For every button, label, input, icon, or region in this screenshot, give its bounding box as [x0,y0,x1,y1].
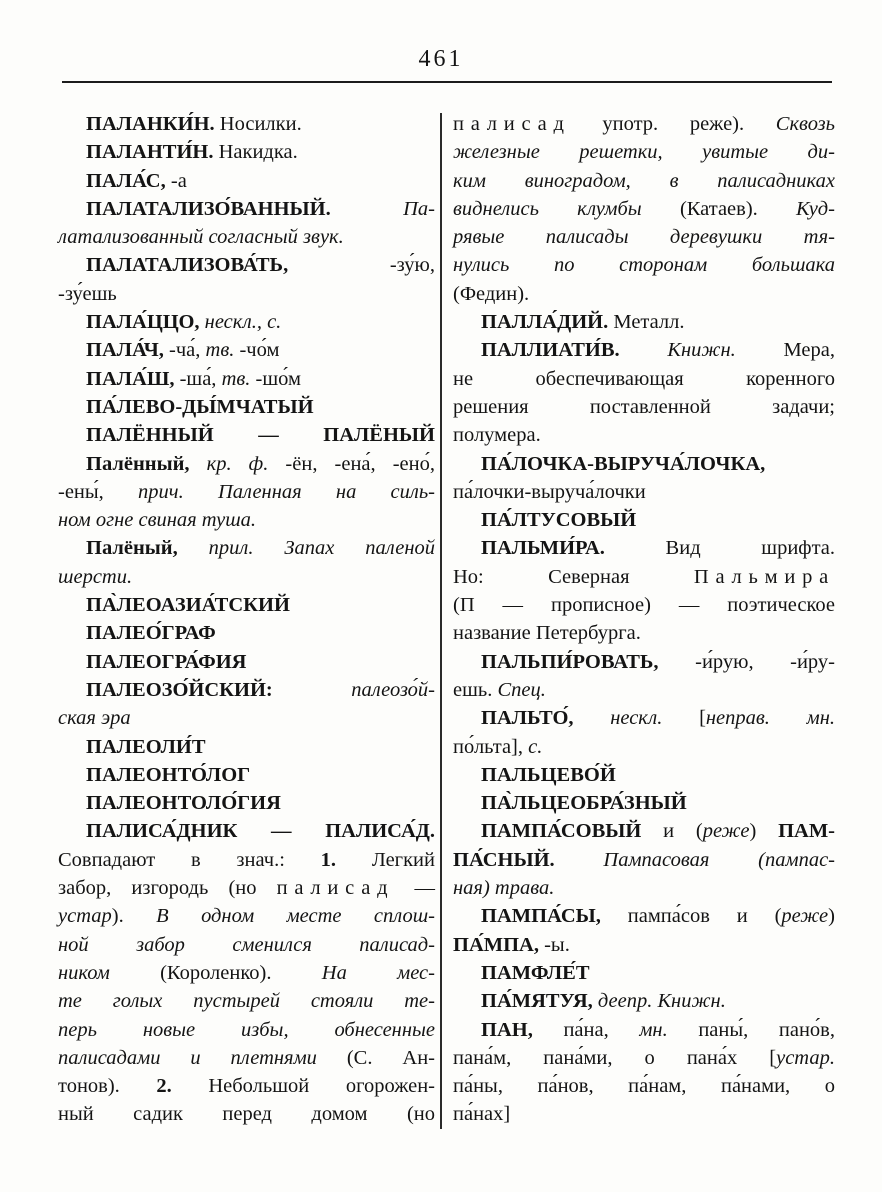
text-line [58,563,435,591]
text-line [453,280,835,308]
italic-text: ская эра [58,707,131,730]
page-number: 461 [418,46,464,72]
headword-text: ПАЛАНТИ́Н. [86,141,214,164]
italic-text: Куд- [796,197,835,220]
headword-text: ПАЛЕОНТО́ЛОГ [86,763,251,786]
headword-text: ПА̀ЛЕОАЗИА́ТСКИЙ [86,594,290,617]
text-line [58,1072,435,1100]
italic-text: прич. Паленная на силь- [138,480,436,503]
text-line [58,450,435,478]
headword-text: ПАЛАНКИ́Н. [86,113,215,135]
text-line [58,817,435,845]
text-line [453,1016,835,1044]
text-line [58,959,435,987]
text-line [453,1044,835,1072]
text-line [58,534,435,562]
headword-text: ПАЛЬТО́, [481,707,574,730]
text-line [58,789,435,817]
italic-text: те голых пустырей стояли те- [58,990,435,1013]
text-line [453,846,835,874]
italic-text: мн. [639,1018,668,1041]
text-line [453,223,835,251]
text-line [58,336,435,364]
italic-text: шерсти. [58,565,133,588]
text-line [453,931,835,959]
regular-text: -чо́м [234,339,280,362]
text-line [58,421,435,449]
text-line [453,534,835,562]
italic-text: Спец. [497,678,546,701]
text-line [58,195,435,223]
text-line [453,761,835,789]
text-line [453,1072,835,1100]
headword-text: ПАЛЕОГРА́ФИЯ [86,650,247,673]
headword-text: ПАЛЁННЫЙ — ПАЛЁНЫЙ [86,424,435,447]
regular-text: (Федин). [453,282,530,305]
headword-text: ПАЛЛА́ДИЙ. [481,311,609,334]
text-line [58,167,435,195]
regular-text: — [394,877,435,900]
headword-text: ПАМПА́СОВЫЙ [481,820,642,843]
italic-text: В одном месте сплош- [156,905,435,928]
text-line [453,789,835,817]
headword-text: ПАЛА́ЦЦО, [86,311,200,334]
text-line [58,733,435,761]
text-line [58,223,435,251]
regular-text: -ы. [538,933,570,956]
italic-text: нескл. [573,707,663,730]
column-divider [440,113,442,1129]
text-line [58,280,435,308]
italic-text: неправ. мн. [705,707,835,730]
text-line [58,478,435,506]
regular-text: Совпадают в знач.: [58,848,321,871]
headword-text: ПАЛИСА́ДНИК — ПАЛИСА́Д. [86,820,435,843]
text-line [58,761,435,789]
italic-text: ким виноградом, в палисадниках [453,169,835,192]
text-line [58,1044,435,1072]
text-line [58,846,435,874]
text-line [453,110,835,138]
regular-text: ный садик перед домом (но [58,1103,435,1126]
headword-text: ПА́ЛТУСОВЫЙ [481,509,637,532]
text-line [453,563,835,591]
headword-text: ПАЛЕОЗО́ЙСКИЙ: [86,678,273,701]
text-line [58,676,435,704]
italic-text: устар. [776,1046,835,1069]
italic-text: На мес- [321,961,435,984]
regular-text: -ша́, [174,367,222,390]
regular-text: -ён, -ена́, -ено́, [268,452,435,475]
italic-text: виднелись клумбы [453,197,642,220]
regular-text: па́ны, па́нов, па́нам, па́нами, о [453,1075,835,1098]
regular-text: -ча́, [163,339,206,362]
regular-text: па́нах] [453,1103,511,1126]
text-line [453,817,835,845]
regular-text: название Петербурга. [453,622,641,645]
headword-text: ПАН, [481,1018,533,1041]
regular-text: паны́, пано́в, [667,1018,835,1041]
headword-text: Палёный, [86,537,178,560]
text-line [58,874,435,902]
headword-text: ПА́ЛОЧКА-ВЫРУЧА́ЛОЧКА, [481,452,766,475]
text-line [453,648,835,676]
headword-text: ПА́СНЫЙ. [453,848,555,871]
letterspaced-text: Пальмира [693,565,835,588]
regular-text: ) [749,820,779,843]
text-line [58,704,435,732]
text-line [453,308,835,336]
regular-text: Небольшой огорожен- [171,1075,435,1098]
text-line [58,110,435,138]
text-line [58,506,435,534]
regular-text: Легкий [336,848,435,871]
text-line [58,619,435,647]
headword-text: 2. [156,1075,172,1098]
text-line [453,251,835,279]
text-line [58,1016,435,1044]
regular-text: (Короленко). [109,961,322,984]
headword-text: ПАЛЕОНТОЛО́ГИЯ [86,792,281,815]
italic-text: рявые палисады деревушки тя- [453,226,835,249]
regular-text: Носилки. [214,113,302,135]
right-column [453,110,835,1129]
text-line [58,251,435,279]
text-line [453,450,835,478]
headword-text: ПАЛЕО́ГРАФ [86,622,216,645]
headword-text: ПАЛЬМИ́РА. [481,537,605,560]
regular-text: -и́рую, -и́ру- [658,650,835,673]
headword-text: ПАЛЕОЛИ́Т [86,735,206,758]
regular-text: -а [165,169,187,192]
italic-text: Пампасовая (пампас- [554,848,835,871]
headword-text: ПАМФЛЕ́Т [481,961,590,984]
text-line [453,195,835,223]
italic-text: Сквозь [775,113,835,135]
text-line [453,365,835,393]
header-rule [62,81,832,83]
text-line [453,591,835,619]
italic-text: реже [702,820,750,843]
italic-text: ной забор сменился палисад- [58,933,435,956]
headword-text: ПА́МЯТУЯ, [481,990,593,1013]
text-line [58,931,435,959]
italic-text: реже [781,905,829,928]
regular-text: -зу́ю, [288,254,435,277]
text-line [453,393,835,421]
text-line [453,704,835,732]
text-line [453,506,835,534]
regular-text: решения поставленной задачи; [453,395,835,418]
regular-text: па́лочки-выруча́лочки [453,480,646,503]
text-line [58,902,435,930]
headword-text: ПАЛЛИАТИ́В. [481,339,620,362]
headword-text: ПА̀ЛЬЦЕОБРА́ЗНЫЙ [481,792,687,815]
text-line [453,902,835,930]
italic-text: ном огне свиная туша. [58,509,257,532]
italic-text: палеозо́й- [272,678,435,701]
headword-text: ПАЛА́С, [86,169,166,192]
text-line [58,365,435,393]
text-line [58,591,435,619]
italic-text: ником [58,961,110,984]
text-line [58,648,435,676]
regular-text: -зу́ешь [58,282,117,305]
headword-text: ПАЛАТАЛИЗОВА́ТЬ, [86,254,289,277]
italic-text: палисадами и плетнями [58,1046,317,1069]
regular-text: Вид шрифта. [604,537,835,560]
italic-text: устар [58,905,112,928]
regular-text: (Катаев). [641,197,797,220]
text-line [453,733,835,761]
regular-text: [ [662,707,706,730]
italic-text: перь новые избы, обнесенные [58,1018,435,1041]
regular-text: забор, изгородь (но [58,877,277,900]
italic-text: тв. [205,339,235,362]
text-line [453,138,835,166]
regular-text: Но: Северная [453,565,694,588]
regular-text: (П — прописное) — поэтическое [453,594,835,617]
letterspaced-text: палисад [276,877,395,900]
headword-text: ПАЛЬЦЕВО́Й [481,763,616,786]
text-line [58,987,435,1015]
italic-text: ная) трава. [453,877,555,900]
regular-text: -ены́, [58,480,139,503]
italic-text: латализованный согласный звук. [58,226,344,249]
headword-text: Палённый, [86,452,190,475]
regular-text: Мера, [735,339,835,362]
text-line [453,478,835,506]
text-line [453,874,835,902]
left-column [58,110,435,1129]
text-line [453,959,835,987]
text-line [58,1100,435,1128]
italic-text: Книжн. [619,339,736,362]
regular-text: ). [111,905,157,928]
regular-text: не обеспечивающая коренного [453,367,835,390]
regular-text: тонов). [58,1075,157,1098]
text-line [453,987,835,1015]
italic-text: кр. ф. [189,452,269,475]
headword-text: ПАЛА́Ч, [86,339,164,362]
headword-text: ПА́МПА, [453,933,539,956]
text-line [453,676,835,704]
italic-text: нескл., с. [199,311,282,334]
regular-text: и ( [641,820,703,843]
regular-text: ешь. [453,678,498,701]
italic-text: Па- [330,197,435,220]
regular-text: полумера. [453,424,541,447]
text-line [58,308,435,336]
italic-text: деепр. Книжн. [592,990,726,1013]
regular-text: употр. реже). [570,113,776,135]
headword-text: ПАМ- [778,820,835,843]
letterspaced-text: палисад [453,113,571,135]
regular-text: ) [828,905,835,928]
text-line [453,336,835,364]
headword-text: ПАЛЬПИ́РОВАТЬ, [481,650,659,673]
italic-text: с. [528,735,543,758]
text-line [453,167,835,195]
headword-text: ПАЛАТАЛИЗО́ВАННЫЙ. [86,197,331,220]
regular-text: пана́м, пана́ми, о пана́х [ [453,1046,777,1069]
regular-text: (С. Ан- [316,1046,435,1069]
headword-text: ПА́ЛЕВО-ДЫ́МЧАТЫЙ [86,395,314,418]
headword-text: ПАЛА́Ш, [86,367,175,390]
regular-text: па́на, [532,1018,640,1041]
text-line [453,1100,835,1128]
italic-text: нулись по сторонам большака [453,254,835,277]
text-line [58,393,435,421]
text-line [58,138,435,166]
regular-text: пампа́сов и ( [600,905,782,928]
regular-text: Накидка. [213,141,298,164]
text-line [453,421,835,449]
italic-text: прил. Запах паленой [177,537,435,560]
text-line [453,619,835,647]
regular-text: Металл. [608,311,685,334]
regular-text: по́льта], [453,735,529,758]
headword-text: ПАМПА́СЫ, [481,905,601,928]
italic-text: железные решетки, увитые ди- [453,141,835,164]
regular-text: -шо́м [250,367,301,390]
headword-text: 1. [320,848,337,871]
italic-text: тв. [221,367,251,390]
